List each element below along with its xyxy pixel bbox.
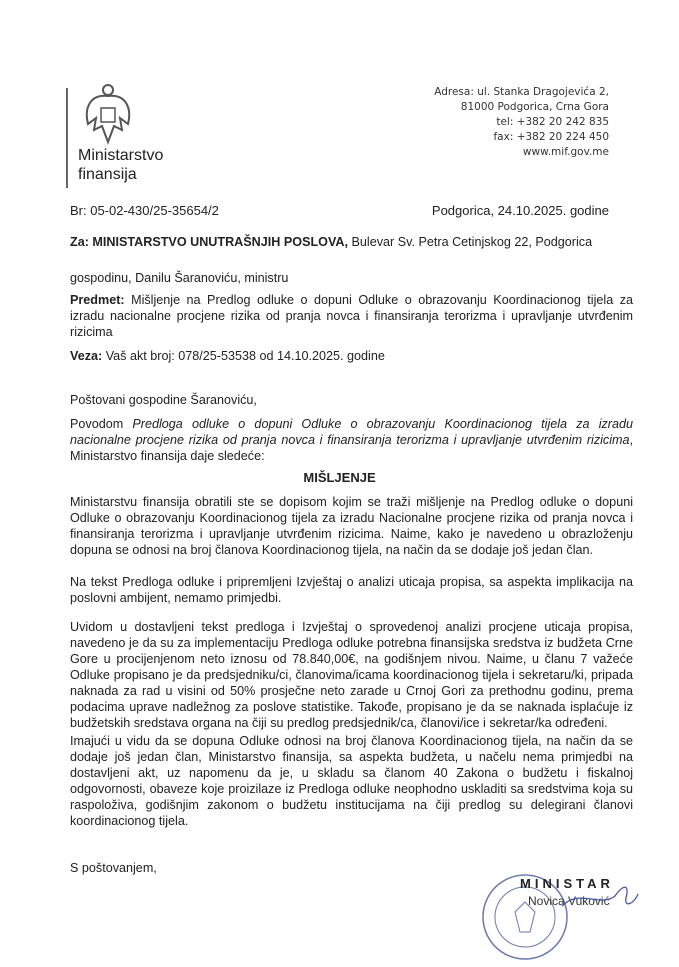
recipient-label: Za: [70,235,89,249]
body-paragraph: Imajući u vidu da se dopuna Odluke odnosi na broj članova Koordinacionog tijela, na način da se dodaje još jedan član, Ministarstvo finansija, sa aspekta budžeta, u načelu nema primjedbi na dostavljeni akt, uz napomenu da je, u skladu sa članom 40 Zakona o budžetu i fiskalnoj odgovornosti, obaveze koje proizilaze iz Predloga odluke neophodno uskladiti sa sredstvima koja su raspoloživa, godišnjim zakonom o budžetu institucijama na čiji predlog su delegirani članovi koordinacionog tijela. [70,734,633,828]
address-line: Adresa: ul. Stanka Dragojevića 2, [434,86,609,98]
intro-italic: Predloga odluke o dopuni Odluke o obrazovanju Koordinacionog tijela za izradu nacionalne procjene rizika od pranja novca i finansiranja terorizma i upravljanje utvrđenim rizicima [70,417,634,447]
ministry-name-line1: Ministarstvo [78,147,164,164]
reference-number: Br: 05-02-430/25-35654/2 [70,203,219,218]
contact-address [434,85,609,160]
recipient-name: MINISTARSTVO UNUTRAŠNJIH POSLOVA, [92,235,349,249]
subject [70,292,633,340]
subject-text: Mišljenje na Predlog odluke o dopuni Odluke o obrazovanju Koordinacionog tijela za izradu nacionalne procjene rizika od pranja novca i finansiranja terorizma i upravljanje utvrđenim rizicima [70,293,633,339]
body-paragraph: Uvidom u dostavljeni tekst predloga i Izvještaj o sprovedenoj analizi procjene uticaja propisa, navedeno je da su za implementaciju Predloga odluke potrebna finansijska sredstva iz budžeta Crne Gore u procijenjenom neto iznosu od 78.840,00€, na godišnjem nivou. Naime, u članu 7 važeće Odluke propisano je da predsjedniku/ci, članovima/icama koordinacionog tijela i sekretaru/ki, pripada naknada za rad u visini od 50% prosječne neto zarade u Crnoj Gori za prethodnu godinu, prema podacima uprave nadležnog za poslove statistike. Takođe, propisano je da se naknada isplaćuje iz budžetskih sredstava organa na čiji su predlog predsjednik/ca, članovi/ice i sekretar/ka određeni. [70,620,633,730]
signatory-title: MINISTAR [520,876,614,891]
recipient-address: Bulevar Sv. Petra Cetinjskog 22, Podgorica [348,235,593,249]
link-text: Vaš akt broj: 078/25-53538 od 14.10.2025. godine [102,349,385,363]
ministry-name-line2: finansija [78,166,137,183]
greeting: Poštovani gospodine Šaranoviću, [70,393,257,407]
header-rule [66,88,68,188]
intro-paragraph [70,416,633,464]
intro-text: Povodom [70,417,133,431]
signatory-name: Novica Vuković [528,894,610,908]
recipient-person: gospodinu, Danilu Šaranoviću, ministru [70,271,289,285]
closing: S poštovanjem, [70,861,157,875]
intro-text-end: , Ministarstvo finansija daje sledeće: [70,433,633,463]
phone: tel: +382 20 242 835 [496,116,609,128]
opinion-heading: MIŠLJENJE [303,470,376,485]
subject-label: Predmet: [70,293,125,307]
body-paragraph: Ministarstvu finansija obratili ste se dopisom kojim se traži mišljenje na Predlog odluke o dopuni Odluke o obrazovanju Koordinacionog tijela za izradu Nacionalne procjene rizika od pranja novca i finansiranja terorizma i upravljanje utvrđenim rizicima. Naime, kako je navedeno u obrazloženju dopuna se odnosi na broj članova Koordinacionog tijela, na način da se dodaje još jedan član. [70,495,633,557]
ministry-name [78,146,163,184]
address-line: 81000 Podgorica, Crna Gora [460,101,609,113]
link-label: Veza: [70,349,103,363]
recipient [70,234,633,250]
document-date: Podgorica, 24.10.2025. godine [431,203,609,218]
fax: fax: +382 20 224 450 [493,131,609,143]
body-paragraph: Na tekst Predloga odluke i pripremljeni Izvještaj o analizi uticaja propisa, sa aspekta implikacija na poslovni ambijent, nemamo primjedbi. [70,575,633,605]
website: www.mif.gov.me [522,146,609,158]
reference-link [70,348,633,364]
coat-of-arms-icon [80,84,136,151]
signature [560,878,640,919]
